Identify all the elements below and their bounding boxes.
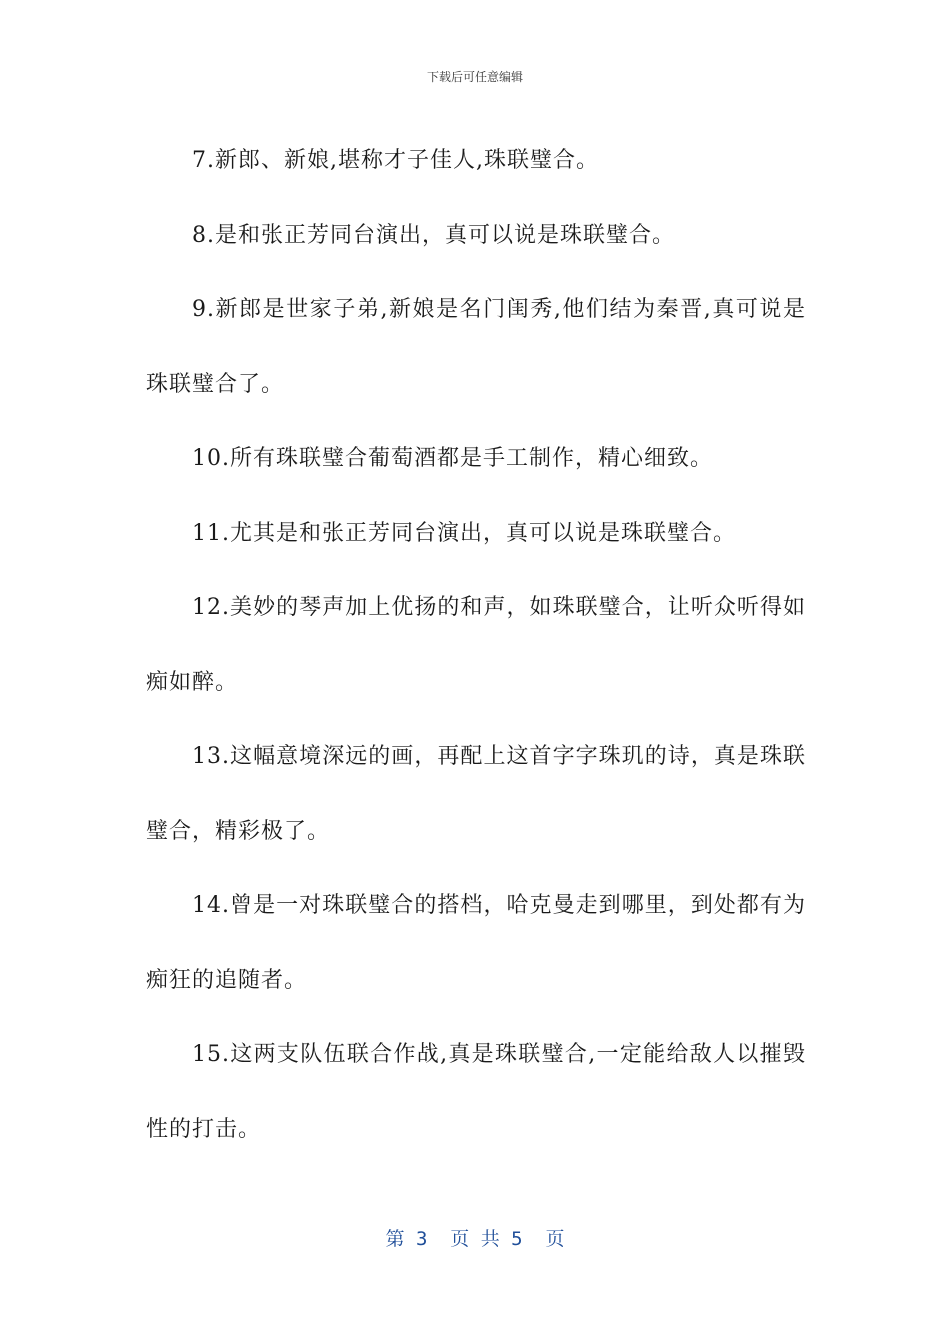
sentence-7: 7.新郎、新娘,堪称才子佳人,珠联璧合。: [192, 148, 599, 173]
sentence-10: 10.所有珠联璧合葡萄酒都是手工制作，精心细致。: [192, 446, 713, 471]
sentence-15: 15.这两支队伍联合作战,真是珠联璧合,一定能给敌人以摧毁性的打击。: [146, 1042, 806, 1142]
page-number-footer: 第 3 页 共 5 页: [385, 1228, 565, 1250]
page-header: 下载后可任意编辑: [426, 70, 523, 84]
sentence-14: 14.曾是一对珠联璧合的搭档，哈克曼走到哪里，到处都有为痴狂的追随者。: [146, 893, 806, 993]
document-body: [146, 124, 806, 1167]
sentence-11: 11.尤其是和张正芳同台演出，真可以说是珠联璧合。: [192, 520, 736, 546]
sentence-8: 8.是和张正芳同台演出，真可以说是珠联璧合。: [192, 222, 675, 248]
sentence-13: 13.这幅意境深远的画，再配上这首字字珠玑的诗，真是珠联璧合，精彩极了。: [146, 744, 806, 844]
sentence-12: 12.美妙的琴声加上优扬的和声，如珠联璧合，让听众听得如痴如醉。: [146, 595, 806, 695]
sentence-9: 9.新郎是世家子弟,新娘是名门闺秀,他们结为秦晋,真可说是珠联璧合了。: [146, 297, 806, 397]
